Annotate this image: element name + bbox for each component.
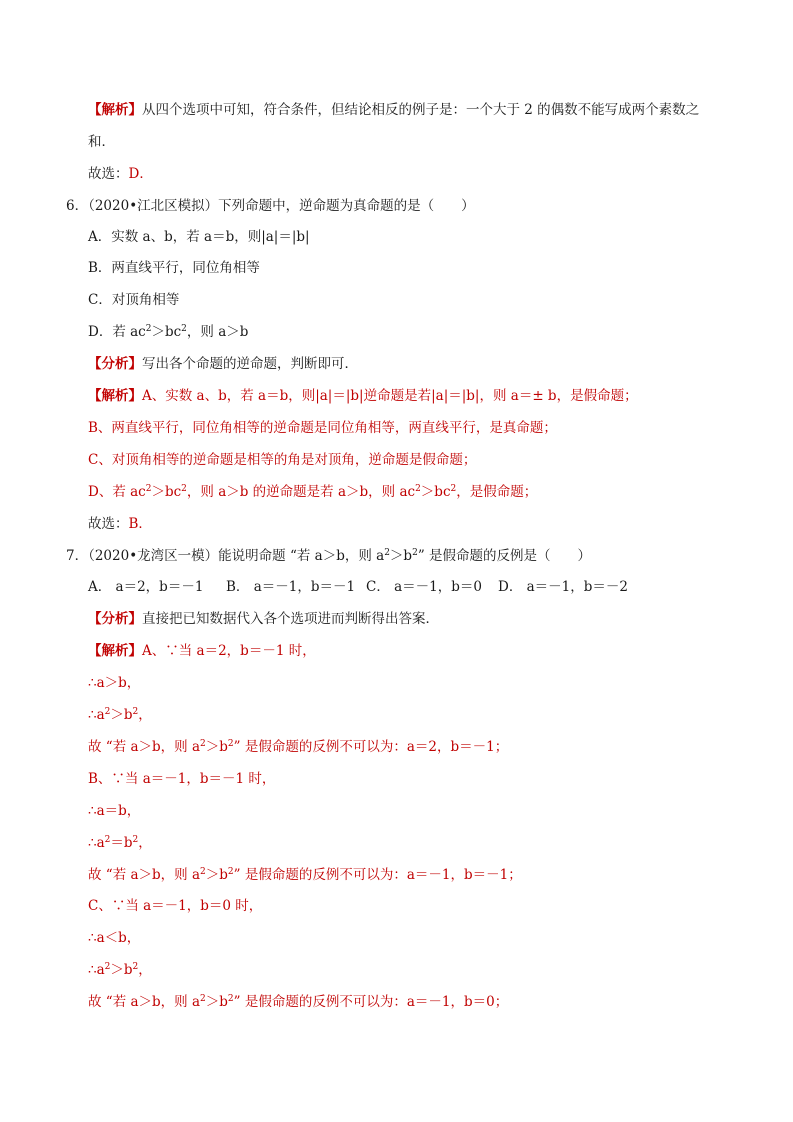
text-part: ，	[138, 835, 152, 851]
superscript: 2	[200, 867, 206, 877]
option-c: C． a＝－1，b＝0	[366, 579, 482, 595]
question-7-stem	[66, 546, 591, 566]
superscript: 2	[132, 962, 139, 972]
analysis-line	[88, 354, 358, 374]
text-part: ，是假命题；	[456, 484, 538, 500]
line-text: A、∵当 a＝2，b＝－1 时，	[142, 643, 316, 659]
text-part: ＞bc	[420, 484, 451, 500]
line-text: B、两直线平行，同位角相等的逆命题是同位角相等，两直线平行，是真命题；	[88, 420, 557, 436]
line-text: ∴a＞b，	[88, 675, 141, 691]
line-text: C．对顶角相等	[88, 292, 180, 308]
superscript: 2	[104, 707, 111, 717]
superscript: 2	[450, 484, 457, 494]
solution-tag: 【解析】	[88, 643, 142, 659]
line-text: 从四个选项中可知，符合条件，但结论相反的例子是：一个大于 2 的偶数不能写成两个素数之	[142, 102, 700, 118]
superscript: 2	[104, 962, 111, 972]
line-text: 写出各个命题的逆命题，判断即可．	[142, 356, 358, 372]
text-part: ” 是假命题的反例不可以为：a＝2，b＝－1；	[233, 739, 509, 755]
answer-line	[88, 164, 153, 184]
line-text: 直接把已知数据代入各个选项进而判断得出答案．	[142, 611, 439, 627]
question-6-option-c	[88, 290, 179, 310]
superscript: 2	[227, 739, 234, 749]
solution-line	[88, 865, 522, 885]
line-text: A、实数 a、b，若 a＝b，则|a|＝|b|逆命题是若|a|＝|b|，则 a＝± b，是假命题；	[142, 388, 638, 404]
solution-line	[88, 896, 262, 916]
analysis-tag: 【解析】	[88, 102, 142, 118]
answer-line	[88, 514, 152, 534]
answer-choice: B．	[128, 516, 152, 532]
superscript: 2	[145, 324, 152, 334]
superscript: 2	[200, 994, 206, 1004]
question-6-option-b	[88, 258, 260, 278]
option-d: D． a＝－1，b＝－2	[498, 579, 628, 595]
superscript: 2	[384, 548, 390, 558]
text-part: ＝b	[110, 835, 133, 851]
solution-line	[88, 482, 537, 502]
line-text: C、对顶角相等的逆命题是相等的角是对顶角，逆命题是假命题；	[88, 452, 477, 468]
superscript: 2	[227, 994, 234, 1004]
analysis-tag: 【分析】	[88, 356, 142, 372]
question-7-options	[88, 577, 628, 597]
question-6-option-a	[88, 227, 310, 247]
superscript: 2	[181, 484, 187, 494]
text-part: ，则 a＞b 的逆命题是若 a＞b，则 ac	[186, 484, 416, 500]
text-part: ＞b	[110, 707, 133, 723]
text-part: 7．（2020•龙湾区一模）能说明命题 “若 a＞b，则 a	[66, 548, 385, 564]
solution-line	[88, 960, 152, 980]
line-text: ∴a＝b，	[88, 803, 141, 819]
solution-line	[88, 769, 275, 789]
analysis-line	[88, 609, 439, 629]
text-part: ” 是假命题的反例是（ ）	[417, 548, 592, 564]
text-part: ” 是假命题的反例不可以为：a＝－1，b＝0；	[233, 994, 509, 1010]
solution-line	[88, 450, 476, 470]
solution-line	[88, 705, 152, 725]
line-text: A．实数 a、b，若 a＝b，则|a|＝|b|	[88, 229, 310, 245]
line-text: B、∵当 a＝－1，b＝－1 时，	[88, 771, 276, 787]
text-part: ” 是假命题的反例不可以为：a＝－1，b＝－1；	[233, 867, 522, 883]
line-text: 6．（2020•江北区模拟）下列命题中，逆命题为真命题的是（ ）	[66, 198, 475, 214]
superscript: 2	[415, 484, 421, 494]
question-6-stem	[66, 196, 475, 216]
text-part: ＞bc	[151, 324, 182, 340]
text-part: ＞b	[205, 994, 228, 1010]
text-part: ＞bc	[151, 484, 182, 500]
solution-line	[88, 833, 152, 853]
text-part: ，则 a＞b	[186, 324, 249, 340]
answer-choice: D．	[128, 166, 153, 182]
solution-line	[88, 673, 140, 693]
solution-line	[88, 418, 557, 438]
line-text: 故选：	[88, 166, 129, 182]
superscript: 2	[104, 835, 111, 845]
superscript: 2	[132, 835, 139, 845]
text-part: 故 “若 a＞b，则 a	[88, 739, 201, 755]
line-text: B．两直线平行，同位角相等	[88, 260, 260, 276]
question-6-option-d	[88, 322, 248, 342]
superscript: 2	[412, 548, 418, 558]
text-part: ＞b	[205, 739, 228, 755]
text-part: ∴a	[88, 962, 105, 978]
solution-line	[88, 737, 508, 757]
superscript: 2	[132, 707, 139, 717]
text-part: 故 “若 a＞b，则 a	[88, 994, 201, 1010]
text-part: D、若 ac	[88, 484, 146, 500]
line-text: ∴a＜b，	[88, 930, 141, 946]
text-part: 故 “若 a＞b，则 a	[88, 867, 201, 883]
superscript: 2	[145, 484, 152, 494]
text-part: ＞b	[389, 548, 413, 564]
text-part: ＞b	[205, 867, 228, 883]
solution-tag: 【解析】	[88, 388, 142, 404]
text-part: ，	[138, 707, 152, 723]
solution-line	[88, 928, 140, 948]
line-text: 故选：	[88, 516, 129, 532]
option-a: A． a＝2，b＝－1	[88, 579, 204, 595]
text-part: D．若 ac	[88, 324, 146, 340]
superscript: 2	[200, 739, 206, 749]
analysis-line-continued	[88, 132, 115, 152]
superscript: 2	[227, 867, 234, 877]
option-b: B． a＝－1，b＝－1	[226, 579, 356, 595]
analysis-line	[88, 100, 699, 120]
text-part: ∴a	[88, 835, 105, 851]
solution-line	[88, 992, 508, 1012]
solution-line	[88, 641, 316, 661]
text-part: ∴a	[88, 707, 105, 723]
text-part: ＞b	[110, 962, 133, 978]
line-text: 和．	[88, 134, 115, 150]
solution-line	[88, 801, 140, 821]
text-part: ，	[138, 962, 152, 978]
analysis-tag: 【分析】	[88, 611, 142, 627]
solution-line	[88, 386, 638, 406]
line-text: C、∵当 a＝－1，b＝0 时，	[88, 898, 263, 914]
superscript: 2	[181, 324, 187, 334]
